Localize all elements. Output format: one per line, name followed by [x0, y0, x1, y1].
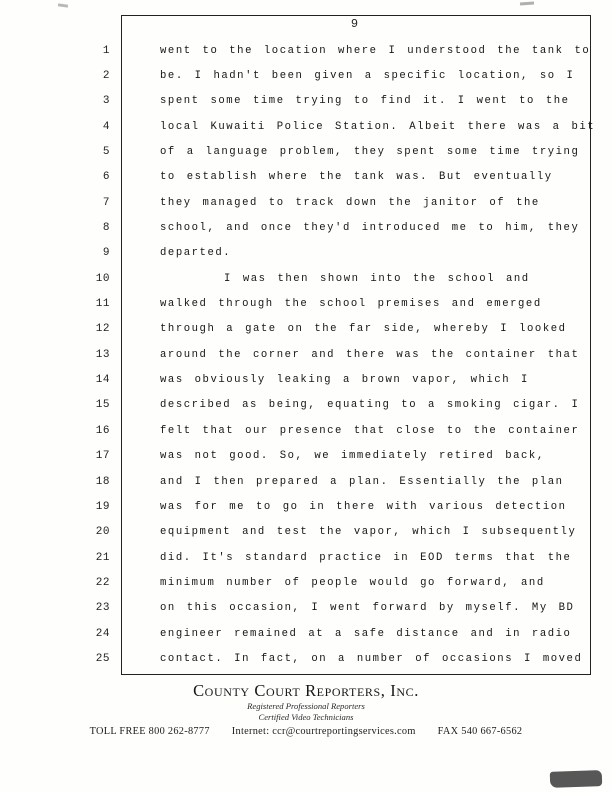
line-number: 19 [95, 500, 110, 513]
line-text: contact. In fact, on a number of occasions I moved [160, 652, 583, 665]
line-number: 17 [95, 450, 110, 463]
transcript-line [86, 317, 586, 342]
line-text: was for me to go in there with various detection [160, 500, 567, 513]
line-number: 9 [102, 247, 110, 260]
line-text: walked through the school premises and emerged [160, 298, 542, 311]
line-number: 14 [95, 374, 110, 387]
line-number: 10 [95, 272, 110, 285]
line-number: 25 [95, 652, 110, 665]
reporter-subtitle-2: Certified Video Technicians [258, 711, 354, 722]
line-text: around the corner and there was the container that [160, 348, 580, 361]
line-text: of a language problem, they spent some time trying [160, 146, 580, 159]
line-text: minimum number of people would go forward, and [160, 576, 545, 589]
line-number: 24 [95, 627, 110, 640]
line-text: school, and once they'd introduced me to him, they [160, 222, 580, 235]
line-number: 1 [102, 44, 110, 57]
line-number: 20 [95, 526, 110, 539]
line-number: 11 [95, 298, 110, 311]
transcript-line [86, 520, 586, 545]
transcript-line [86, 621, 586, 646]
scan-artifact-top-right [520, 2, 534, 6]
line-text: spent some time trying to find it. I went to the [160, 95, 570, 108]
transcript-line [86, 165, 586, 190]
line-text: be. I hadn't been given a specific location, so I [160, 70, 575, 83]
line-number: 18 [95, 475, 110, 488]
line-number: 7 [102, 196, 110, 209]
line-number: 23 [95, 602, 110, 615]
transcript-line [86, 596, 586, 621]
line-text: was not good. So, we immediately retired back, [160, 450, 545, 463]
internet-email: Internet: ccr@courtreportingservices.com [231, 726, 416, 737]
line-text: engineer remained at a safe distance and in radio [160, 627, 572, 640]
transcript-line [86, 266, 586, 291]
transcript-line [86, 444, 586, 469]
transcript-line [86, 393, 586, 418]
line-text: was obviously leaking a brown vapor, which I [160, 374, 529, 387]
scan-artifact-top-left [58, 3, 68, 7]
transcript-lines [86, 38, 596, 672]
line-number: 16 [95, 424, 110, 437]
transcript-line [86, 494, 586, 519]
line-number: 8 [102, 222, 110, 235]
transcript-line [86, 89, 586, 114]
line-number: 5 [102, 146, 110, 159]
line-text: through a gate on the far side, whereby I looked [160, 323, 567, 336]
transcript-line [86, 570, 586, 595]
toll-free-number: TOLL FREE 800 262-8777 [89, 726, 210, 737]
line-text: departed. [160, 247, 232, 260]
reporter-contact-line [0, 726, 612, 737]
transcript-line [86, 63, 586, 88]
line-number: 21 [95, 551, 110, 564]
line-number: 3 [102, 95, 110, 108]
line-text: did. It's standard practice in EOD terms that the [160, 551, 572, 564]
page-number: 9 [350, 17, 360, 31]
reporter-company-name: County Court Reporters, Inc. [193, 681, 419, 700]
transcript-line [86, 342, 586, 367]
line-text: local Kuwaiti Police Station. Albeit there was a bit [160, 120, 596, 133]
transcript-line [86, 139, 586, 164]
transcript-line [86, 291, 586, 316]
transcript-line [86, 646, 586, 671]
line-text: equipment and test the vapor, which I subsequently [160, 526, 577, 539]
transcript-line [86, 114, 596, 139]
line-text: and I then prepared a plan. Essentially the plan [160, 475, 564, 488]
line-number: 6 [102, 171, 110, 184]
reporter-subtitle-1: Registered Professional Reporters [247, 701, 365, 711]
line-text: felt that our presence that close to the container [160, 424, 580, 437]
line-text: described as being, equating to a smoking cigar. I [160, 399, 580, 412]
line-text: on this occasion, I went forward by myself. My BD [160, 602, 575, 615]
transcript-line [86, 215, 586, 240]
transcript-line [86, 418, 586, 443]
line-number: 12 [95, 323, 110, 336]
reporter-footer [0, 681, 612, 737]
line-text: I was then shown into the school and [224, 272, 530, 285]
transcript-line [86, 545, 586, 570]
line-text: to establish where the tank was. But eventually [160, 171, 553, 184]
transcript-line [86, 469, 586, 494]
transcript-line [86, 241, 586, 266]
line-number: 13 [95, 348, 110, 361]
line-text: went to the location where I understood the tank to [160, 44, 591, 57]
line-number: 2 [102, 70, 110, 83]
transcript-line [86, 367, 586, 392]
line-number: 22 [95, 576, 110, 589]
line-number: 15 [95, 399, 110, 412]
transcript-line [86, 38, 591, 63]
transcript-line [86, 190, 586, 215]
line-number: 4 [102, 120, 110, 133]
line-text: they managed to track down the janitor of the [160, 196, 540, 209]
scan-artifact-bottom-right [550, 770, 603, 788]
fax-number: FAX 540 667-6562 [437, 726, 523, 737]
